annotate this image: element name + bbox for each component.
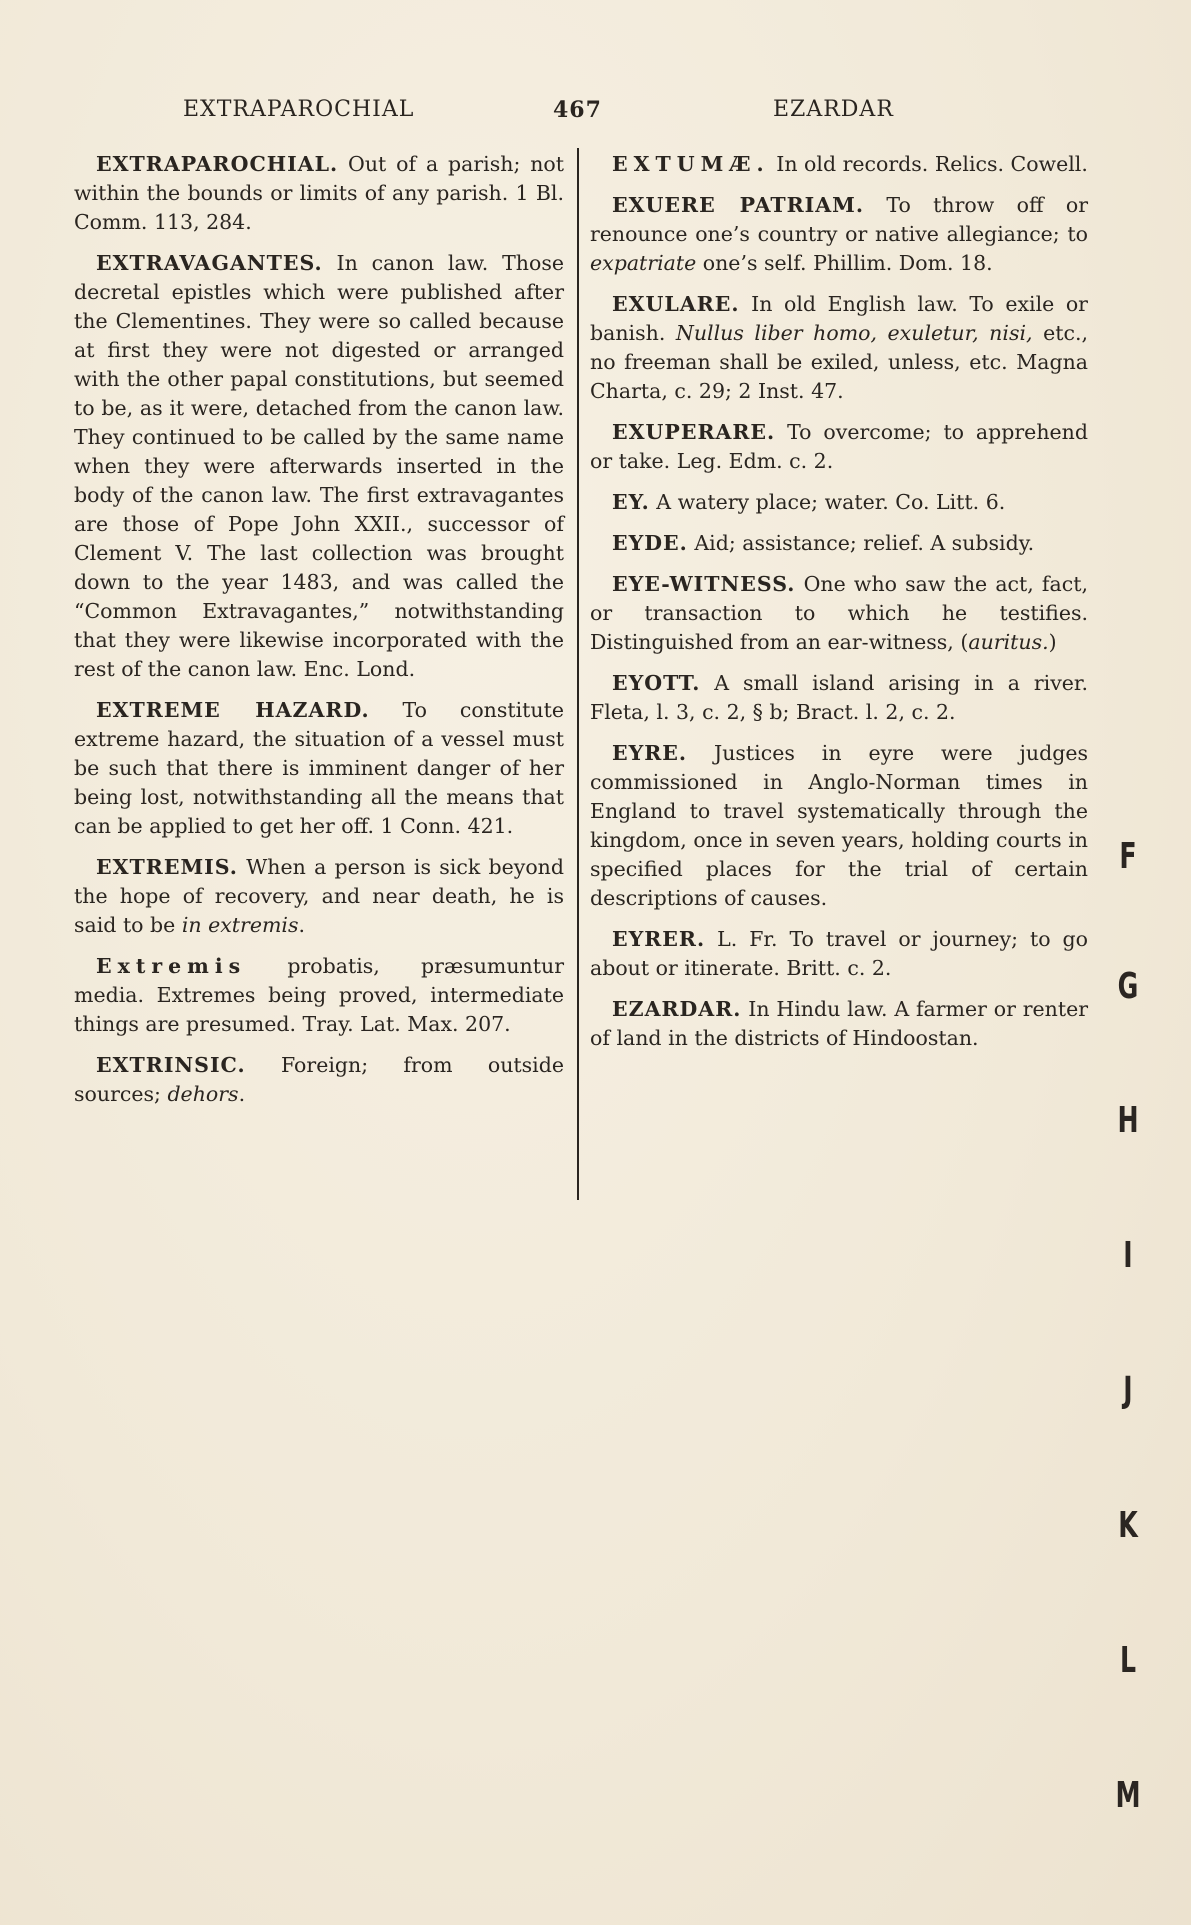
dictionary-entry — [74, 150, 564, 237]
entry-headword: EZARDAR. — [612, 997, 742, 1021]
entry-headword: EYDE. — [612, 531, 688, 555]
entry-headword: EXTRINSIC. — [96, 1053, 246, 1077]
dictionary-entry — [590, 669, 1088, 727]
entry-definition: Aid; assistance; relief. A subsidy. — [694, 531, 1035, 555]
dictionary-entry — [74, 952, 564, 1039]
thumb-tab-f[interactable]: F — [1119, 836, 1137, 877]
entry-definition-end: . — [298, 913, 306, 937]
entry-definition: In old English law. To exile or banish. — [590, 292, 1088, 345]
running-head-right: EZARDAR — [773, 97, 894, 122]
entry-definition: Justices in eyre were judges commissioned in Anglo-Norman times in England to travel systematically through the kingdom, once in seven years, holding courts in specified places for the trial of certain descriptions of causes. — [590, 741, 1088, 910]
thumb-tab-l[interactable]: L — [1119, 1640, 1137, 1681]
dictionary-entry — [590, 739, 1088, 913]
left-column — [74, 150, 564, 1121]
dictionary-entry — [590, 925, 1088, 983]
dictionary-entry — [74, 249, 564, 684]
dictionary-entry — [590, 995, 1088, 1053]
entry-headword: EXTRAVAGANTES. — [96, 251, 323, 275]
entry-definition-end: etc., no freeman shall be exiled, unless, etc. Magna Charta, c. 29; 2 Inst. 47. — [590, 321, 1088, 403]
entry-definition: A watery place; water. Co. Litt. 6. — [656, 490, 1006, 514]
thumb-tab-i[interactable]: I — [1123, 1235, 1133, 1276]
entry-headword: EXTREME HAZARD. — [96, 698, 370, 722]
running-head — [0, 97, 1191, 127]
entry-latin-term: Nullus liber homo, exuletur, nisi, — [675, 321, 1033, 345]
entry-definition: To overcome; to apprehend or take. Leg. Edm. c. 2. — [590, 420, 1088, 473]
thumb-index — [1108, 0, 1148, 1925]
entry-headword: EXUERE PATRIAM. — [612, 193, 864, 217]
dictionary-entry — [590, 290, 1088, 406]
entry-latin-term: auritus. — [968, 630, 1049, 654]
entry-headword: EYRER. — [612, 927, 706, 951]
entry-definition: probatis, præsumuntur media. Extremes being proved, intermediate things are presumed. Tray. Lat. Max. 207. — [74, 954, 564, 1036]
entry-latin-term: in extremis — [181, 913, 299, 937]
right-column — [590, 150, 1088, 1065]
entry-definition: Out of a parish; not within the bounds or limits of any parish. 1 Bl. Comm. 113, 284. — [74, 152, 564, 234]
thumb-tab-g[interactable]: G — [1117, 966, 1139, 1007]
entry-definition: L. Fr. To travel or journey; to go about or itinerate. Britt. c. 2. — [590, 927, 1088, 980]
entry-latin-term: dehors — [167, 1082, 239, 1106]
entry-headword: EXTRAPAROCHIAL. — [96, 152, 339, 176]
entry-headword: EXUPERARE. — [612, 420, 776, 444]
entry-definition: Foreign; from outside sources; — [74, 1053, 564, 1106]
entry-headword: EYRE. — [612, 741, 688, 765]
entry-definition: A small island arising in a river. Fleta, l. 3, c. 2, § b; Bract. l. 2, c. 2. — [590, 671, 1088, 724]
thumb-tab-j[interactable]: J — [1123, 1370, 1133, 1411]
entry-definition-end: ) — [1048, 630, 1057, 654]
page-number: 467 — [553, 97, 602, 123]
dictionary-entry — [590, 570, 1088, 657]
entry-definition: One who saw the act, fact, or transaction to which he testifies. Distinguished from an ear-witness, ( — [590, 572, 1088, 654]
entry-definition: In Hindu law. A farmer or renter of land in the districts of Hindoostan. — [590, 997, 1088, 1050]
entry-headword: Extremis — [96, 954, 247, 978]
entry-headword: EXTREMIS. — [96, 855, 238, 879]
entry-headword: EYOTT. — [612, 671, 701, 695]
dictionary-entry — [590, 191, 1088, 278]
running-head-left: EXTRAPAROCHIAL — [183, 97, 415, 122]
entry-definition: To throw off or renounce one’s country or native allegiance; to — [590, 193, 1089, 246]
entry-definition-end: one’s self. Phillim. Dom. 18. — [702, 251, 993, 275]
dictionary-entry — [590, 418, 1088, 476]
entry-definition: In old records. Relics. Cowell. — [776, 152, 1088, 176]
entry-definition: To constitute extreme hazard, the situation of a vessel must be such that there is imminent danger of her being lost, notwithstanding all the means that can be applied to get her off. 1 Conn. 421. — [74, 698, 564, 838]
entry-headword: EYE-WITNESS. — [612, 572, 796, 596]
entry-definition: In canon law. Those decretal epistles which were published after the Clementines. They were so called because at first they were not digested or arranged with the other papal constitutions, but seemed to be, as it were, detached from the canon law. They continued to be called by the same name when they were afterwards inserted in the body of the canon law. The first extravagantes are those of Pope John XXII., successor of Clement V. The last collection was brought down to the year 1483, and was called the “Common Extravagantes,” notwithstanding that they were likewise incorporated with the rest of the canon law. Enc. Lond. — [74, 251, 564, 681]
thumb-tab-h[interactable]: H — [1117, 1100, 1139, 1141]
entry-definition: When a person is sick beyond the hope of recovery, and near death, he is said to be — [74, 855, 564, 937]
column-divider — [577, 148, 579, 1200]
dictionary-entry — [74, 853, 564, 940]
entry-headword: EXULARE. — [612, 292, 740, 316]
entry-latin-term: expatriate — [590, 251, 697, 275]
dictionary-entry — [590, 529, 1088, 558]
thumb-tab-k[interactable]: K — [1118, 1505, 1138, 1546]
dictionary-entry — [590, 488, 1088, 517]
dictionary-entry — [590, 150, 1088, 179]
dictionary-entry — [74, 1051, 564, 1109]
dictionary-entry — [74, 696, 564, 841]
thumb-tab-m[interactable]: M — [1115, 1775, 1141, 1816]
entry-definition-end: . — [238, 1082, 246, 1106]
entry-headword: EXTUMÆ. — [612, 152, 770, 176]
entry-headword: EY. — [612, 490, 650, 514]
